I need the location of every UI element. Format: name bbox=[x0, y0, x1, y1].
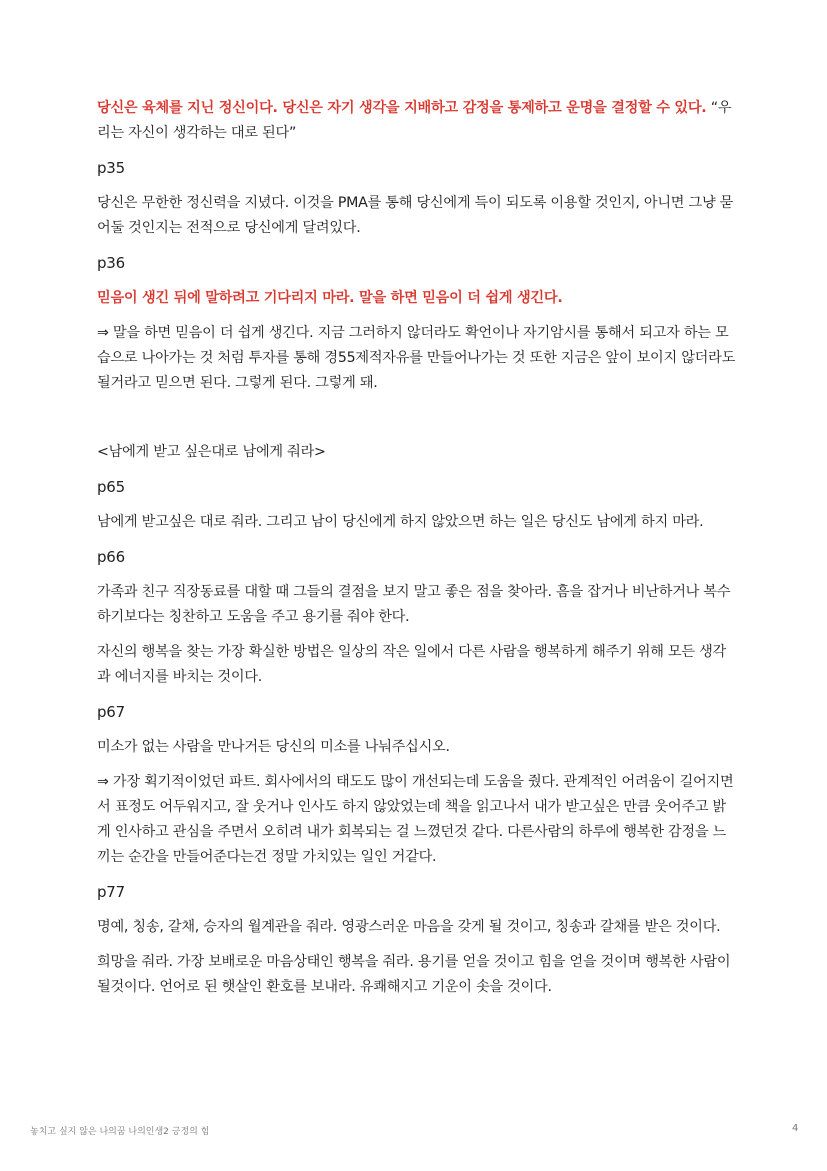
page-reference: p66 bbox=[97, 548, 125, 566]
page-reference: p65 bbox=[97, 478, 125, 496]
paragraph: 가족과 친구 직장동료를 대할 때 그들의 결점을 보지 말고 좋은 점을 찾아라. 흠을 잡거나 비난하거나 복수하기보다는 칭찬하고 도움을 주고 용기를 줘야 한다. bbox=[97, 584, 731, 625]
section-heading: <남에게 받고 싶은대로 남에게 줘라> bbox=[97, 444, 326, 460]
highlight-text: 당신은 육체를 지닌 정신이다. 당신은 자기 생각을 지배하고 감정을 통제하고 운명을 결정할 수 있다. bbox=[97, 100, 707, 116]
page-reference: p67 bbox=[97, 703, 125, 721]
paragraph: 당신은 무한한 정신력을 지녔다. 이것을 PMA를 통해 당신에게 득이 되도록 이용할 것인지, 아니면 그냥 묻어둘 것인지는 전적으로 당신에게 달려있다. bbox=[97, 195, 734, 236]
paragraph: ⇒ 말을 하면 믿음이 더 쉽게 생긴다. 지금 그러하지 않더라도 확언이나 자기암시를 통해서 되고자 하는 모습으로 나아가는 것 처럼 투자를 통해 경55제적자유를 만들어나가는 것 또한 지금은 앞이 보이지 않더라도 될거라고 믿으면 된다. 그렇게 된다. 그렇게 돼. bbox=[97, 325, 736, 391]
highlight-paragraph: 믿음이 생긴 뒤에 말하려고 기다리지 마라. 말을 하면 믿음이 더 쉽게 생긴다. bbox=[97, 290, 563, 306]
page-reference: p77 bbox=[97, 883, 125, 901]
paragraph: ⇒ 가장 획기적이었던 파트. 회사에서의 태도도 많이 개선되는데 도움을 줬다. 관계적인 어려움이 길어지면서 표정도 어두워지고, 잘 웃거나 인사도 하지 않았었는데 책을 읽고나서 내가 받고싶은 만큼 웃어주고 밝게 인사하고 관심을 주면서 오히려 내가 회복되는 걸 느꼈던것 같다. 다른사람의 하루에 행복한 감정을 느끼는 순간을 만들어준다는건 정말 가치있는 일인 거같다. bbox=[97, 774, 734, 865]
paragraph: 자신의 행복을 찾는 가장 확실한 방법은 일상의 작은 일에서 다른 사람을 행복하게 해주기 위해 모든 생각과 에너지를 바치는 것이다. bbox=[97, 644, 727, 685]
paragraph: 미소가 없는 사람을 만나거든 당신의 미소를 나눠주십시오. bbox=[97, 739, 450, 755]
section-gap bbox=[97, 406, 737, 440]
quote-text: “우리는 자신이 생각하는 대로 된다” bbox=[97, 100, 732, 141]
paragraph: 남에게 받고싶은 대로 줘라. 그리고 남이 당신에게 하지 않았으면 하는 일은 당신도 남에게 하지 마라. bbox=[97, 514, 704, 530]
paragraph-intro bbox=[97, 96, 737, 146]
paragraph: 희망을 줘라. 가장 보배로운 마음상태인 행복을 줘라. 용기를 얻을 것이고 힘을 얻을 것이며 행복한 사람이 될것이다. 언어로 된 햇살인 환호를 보내라. 유쾌해지고 기운이 솟을 것이다. bbox=[97, 954, 731, 995]
document-body bbox=[97, 96, 737, 1010]
footer-title: 놓치고 싶지 않은 나의꿈 나의인생2 긍정의 힘 bbox=[30, 1127, 210, 1137]
page-number: 4 bbox=[792, 1123, 799, 1134]
page-reference: p35 bbox=[97, 159, 125, 177]
page-reference: p36 bbox=[97, 254, 125, 272]
paragraph: 명예, 칭송, 갈채, 승자의 월계관을 줘라. 영광스러운 마음을 갖게 될 것이고, 칭송과 갈채를 받은 것이다. bbox=[97, 919, 721, 935]
